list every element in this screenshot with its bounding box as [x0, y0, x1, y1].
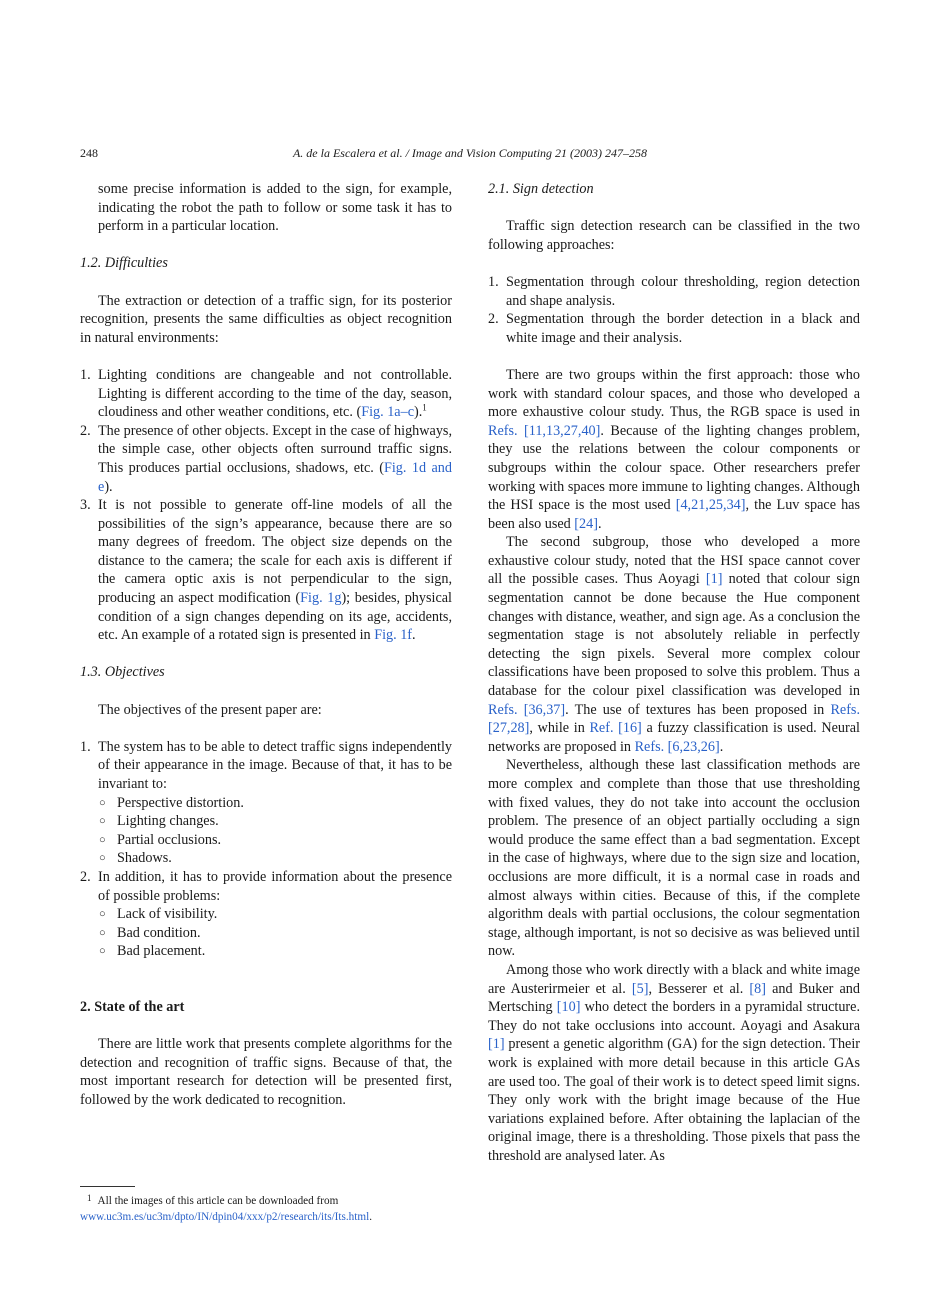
list-item: 2. Segmentation through the border detection in a black and white image and their analysis. [488, 311, 860, 346]
circle-bullet-icon: ○ [99, 926, 106, 939]
figure-link[interactable]: Fig. 1f [374, 627, 413, 644]
intro-paragraph: some precise information is added to the sign, for example, indicating the robot the path to follow or some task it has to perform in a particular location. [98, 181, 452, 235]
sub-list-item: ○ Bad condition. [99, 924, 201, 941]
list-item: 1. Lighting conditions are changeable and not controllable. Lighting is different according to the time of the day, season, cloudiness and other weather conditions, etc. (Fig. 1a–c).$^1$ [80, 366, 452, 421]
reference-link[interactable]: [5] [631, 980, 649, 997]
reference-link[interactable]: [24] [574, 515, 598, 532]
left-column [80, 180, 452, 1110]
sub-list-item: ○ Perspective distortion. [99, 794, 244, 811]
reference-link[interactable]: [8] [749, 980, 766, 997]
figure-link[interactable]: Fig. 1g [300, 590, 342, 607]
page-number: 248 [80, 146, 98, 160]
reference-link[interactable]: [4,21,25,34] [675, 497, 746, 514]
running-title: A. de la Escalera et al. / Image and Vision Computing 21 (2003) 247–258 [292, 146, 648, 160]
section-heading-state-of-the-art: 2. State of the art [80, 998, 185, 1015]
reference-link[interactable]: Refs. [11,13,27,40] [488, 422, 601, 439]
list-item: 2. The presence of other objects. Except in the case of highways, the simple case, other objects often surround traffic signs. This produces partial occlusions, shadows, etc. (Fig. 1d and e). [80, 422, 452, 495]
list-item: 2. In addition, it has to provide information about the presence of possible problems: ○ Lack of visibility. ○ Bad condition. ○ Bad placement. [80, 868, 452, 960]
section-heading-objectives: 1.3. Objectives [80, 664, 165, 681]
sub-list-item: ○ Bad placement. [99, 943, 206, 960]
reference-link[interactable]: [1] [705, 571, 723, 588]
circle-bullet-icon: ○ [99, 945, 106, 958]
body-paragraph: There are two groups within the first approach: those who work with standard colour spaces, and those who developed a more exhaustive colour study. Thus, the RGB space is used in Refs. [11,13,27,40]. Because of the lighting changes problem, they use the relations between the colour components or subgroups within the colour space. Other researchers prefer working with spaces more immune to lighting changes. Although the HSI space is the most used [4,21,25,34], the Luv space has been also used [24]. [488, 366, 860, 532]
footnote: $^1$ All the images of this article can be downloaded from www.uc3m.es/uc3m/dpto/IN/dpin04/xxx/p2/research/its/Its.html. [80, 1193, 372, 1223]
reference-link[interactable]: Refs. [6,23,26] [634, 738, 720, 755]
state-of-the-art-paragraph: There are little work that presents complete algorithms for the detection and recognition of traffic signs. Because of that, the most important research for detection will be presented first, followed by the work dedicated to recognition. [80, 1036, 452, 1108]
body-paragraph: The second subgroup, those who developed a more exhaustive colour study, noted that the HSI space cannot cover all the possible cases. Thus Aoyagi [1] noted that colour sign segmentation cannot be done because the Hue component changes with distance, weather, and sign age. As a conclusion the segmentation stage is not absolutely reliable in perfectly detecting the sign pixels. Several more complex colour classifications have been proposed to solve this problem. Thus a database for the colour pixel classification was developed in Refs. [36,37]. The use of textures has been proposed in Refs. [27,28], while in Ref. [16] a fuzzy classification is used. Neural networks are proposed in Refs. [6,23,26]. [488, 534, 860, 755]
difficulties-paragraph: The extraction or detection of a traffic sign, for its posterior recognition, presents the same difficulties as object recognition in natural environments: [80, 292, 452, 346]
section-heading-difficulties: 1.2. Difficulties [80, 255, 168, 272]
right-column [488, 180, 860, 1165]
figure-link[interactable]: Fig. 1a–c [361, 404, 414, 421]
footnote-url-link[interactable]: www.uc3m.es/uc3m/dpto/IN/dpin04/xxx/p2/research/its/Its.html [80, 1211, 370, 1223]
reference-link[interactable]: Refs. [36,37] [488, 701, 566, 718]
figure-link[interactable]: Fig. 1d and e [98, 459, 452, 495]
difficulties-list [80, 366, 452, 645]
circle-bullet-icon: ○ [99, 908, 106, 921]
circle-bullet-icon: ○ [99, 833, 106, 846]
body-paragraph: Among those who work directly with a black and white image are Austerirmeier et al. [5], Besserer et al. [8] and Buker and Mertsching [10] who detect the borders in a pyramidal structure. They do not take occlusions into account. Aoyagi and Asakura [1] present a genetic algorithm (GA) for the sign detection. Their work is explained with more detail because in this article GAs are used too. The goal of their work is to detect speed limit signs. They only work with the bright image because of the Hue variations explained before. After obtaining the laplacian of the original image, there is a thresholding. Those pixels that pass the threshold are analysed later. As [488, 961, 861, 1164]
list-item: 1. Segmentation through colour thresholding, region detection and shape analysis. [488, 273, 860, 309]
sub-list-item: ○ Lack of visibility. [99, 906, 218, 923]
circle-bullet-icon: ○ [99, 796, 106, 809]
reference-link[interactable]: Refs. [27,28] [488, 701, 860, 737]
objectives-paragraph: The objectives of the present paper are: [98, 701, 322, 718]
circle-bullet-icon: ○ [99, 852, 106, 865]
approaches-list [488, 273, 860, 347]
list-item: 3. It is not possible to generate off-line models of all the possibilities of the sign’s appearance, because there are so many degrees of freedom. The object size depends on the distance to the camera; the scale for each axis is different if the camera optic axis is not perpendicular to the sign, producing an aspect modification (Fig. 1g); besides, physical condition of a sign changes depending on its age, accidents, etc. An example of a rotated sign is presented in Fig. 1f. [80, 497, 452, 644]
section-heading-sign-detection: 2.1. Sign detection [488, 181, 594, 197]
sign-detection-paragraph: Traffic sign detection research can be classified in the two following approaches: [488, 218, 860, 253]
footnote-divider [80, 1186, 135, 1187]
footnote-marker[interactable]: 1 [422, 402, 427, 413]
sub-list-item: ○ Partial occlusions. [99, 831, 222, 848]
sub-list-item: ○ Lighting changes. [99, 813, 219, 830]
reference-link[interactable]: Ref. [16] [589, 720, 642, 737]
circle-bullet-icon: ○ [99, 815, 106, 828]
sub-list [98, 905, 452, 961]
body-paragraph: Nevertheless, although these last classification methods are more complex and complete than those that use thresholding with fixed values, they do not take into account the occlusion problem. The presence of an object partially occluding a sign would produce the same effect than a bad segmentation. Except in the case of highways, where due to the sign size and location, occlusions are more difficult, it is a normal case in roads and almost always within cities. Because of this, if the complete algorithm deals with partial occlusions, the colour segmentation stage, although important, is not so decisive as was believed until now. [488, 757, 860, 960]
sub-list [98, 794, 452, 868]
list-item: 1. The system has to be able to detect traffic signs independently of their appearance in the image. Because of that, it has to be invariant to: ○ Perspective distortion. ○ Lighting changes. ○ Partial occlusions. ○ Shadows. [80, 738, 452, 867]
objectives-list [80, 738, 452, 961]
running-header [80, 146, 860, 166]
reference-link[interactable]: [10] [556, 999, 581, 1016]
reference-link[interactable]: [1] [488, 1036, 505, 1053]
sub-list-item: ○ Shadows. [99, 850, 172, 867]
